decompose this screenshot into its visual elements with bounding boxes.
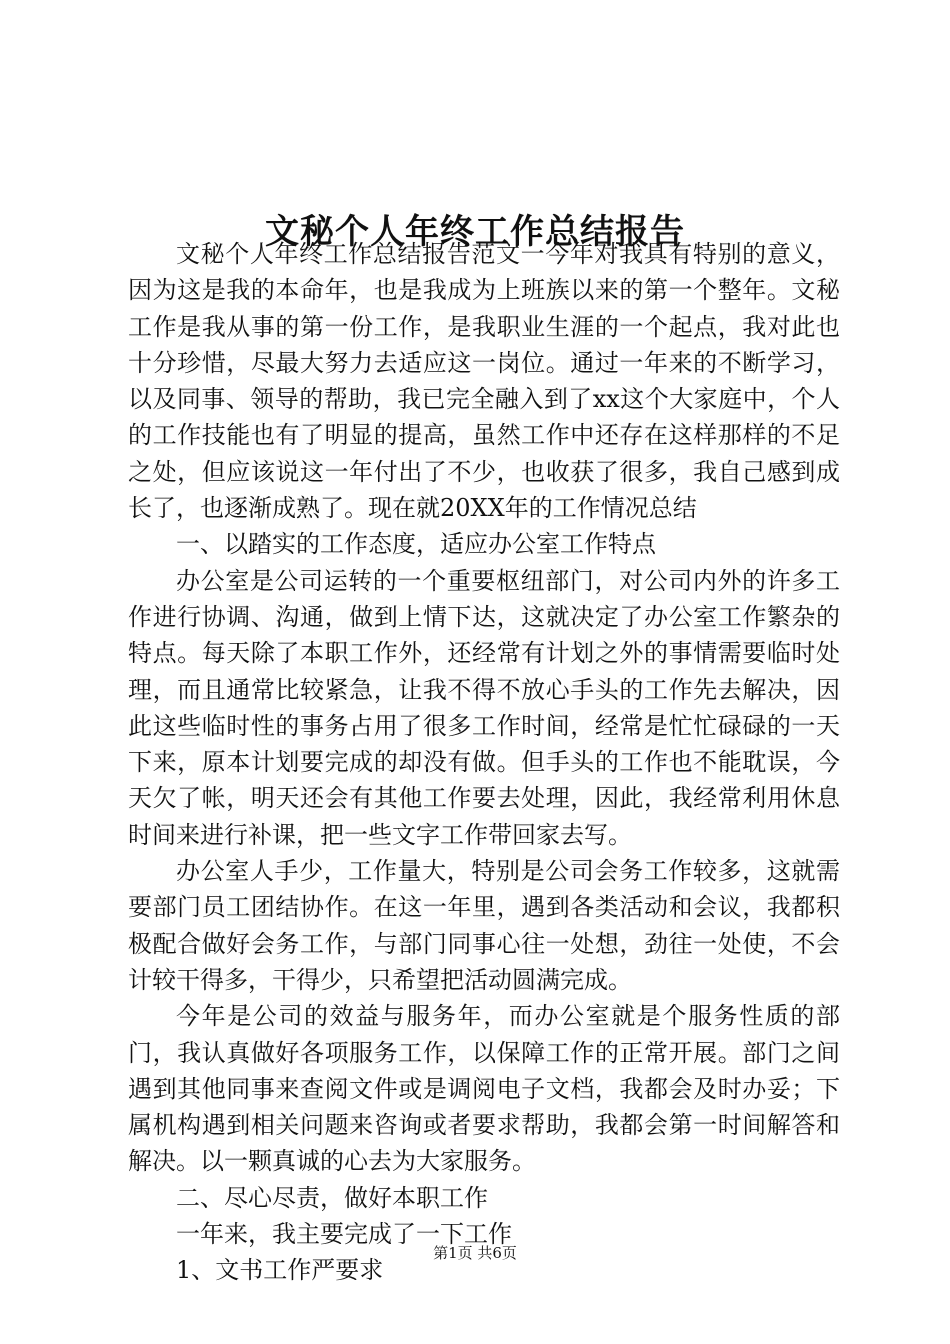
paragraph-work-summary: 一年来，我主要完成了一下工作 [176, 1220, 512, 1249]
section-heading-1: 一、以踏实的工作态度，适应办公室工作特点 [176, 530, 656, 559]
page-footer: 第1页 共6页 [433, 1244, 517, 1262]
document-body [128, 236, 840, 1289]
document-title: 文秘个人年终工作总结报告 [265, 211, 685, 252]
paragraph-service: 今年是公司的效益与服务年，而办公室就是个服务性质的部门，我认真做好各项服务工作，以保障工作的正常开展。部门之间遇到其他同事来查阅文件或是调阅电子文档，我都会及时办妥；下属机构遇到相关问题来咨询或者要求帮助，我都会第一时间解答和解决。以一颗真诚的心去为大家服务。 [128, 1002, 840, 1176]
section-heading-2: 二、尽心尽责，做好本职工作 [176, 1183, 488, 1212]
paragraph-office-features: 办公室是公司运转的一个重要枢纽部门，对公司内外的许多工作进行协调、沟通，做到上情下达，这就决定了办公室工作繁杂的特点。每天除了本职工作外，还经常有计划之外的事情需要临时处理，而且通常比较紧急，让我不得不放心手头的工作先去解决，因此这些临时性的事务占用了很多工作时间，经常是忙忙碌碌的一天下来，原本计划要完成的却没有做。但手头的工作也不能耽误，今天欠了帐，明天还会有其他工作要去处理，因此，我经常利用休息时间来进行补课，把一些文字工作带回家去写。 [128, 566, 840, 849]
paragraph-teamwork: 办公室人手少，工作量大，特别是公司会务工作较多，这就需要部门员工团结协作。在这一年里，遇到各类活动和会议，我都积极配合做好会务工作，与部门同事心往一处想，劲往一处使，不会计较干得多，干得少，只希望把活动圆满完成。 [128, 857, 840, 994]
subsection-heading-1: 1、文书工作严要求 [176, 1256, 384, 1285]
paragraph-intro: 文秘个人年终工作总结报告范文一今年对我具有特别的意义，因为这是我的本命年，也是我成为上班族以来的第一个整年。文秘工作是我从事的第一份工作，是我职业生涯的一个起点，我对此也十分珍惜，尽最大努力去适应这一岗位。通过一年来的不断学习，以及同事、领导的帮助，我已完全融入到了xx这个大家庭中，个人的工作技能也有了明显的提高，虽然工作中还存在这样那样的不足之处，但应该说这一年付出了不少，也收获了很多，我自己感到成长了，也逐渐成熟了。现在就20XX年的工作情况总结 [128, 240, 840, 523]
